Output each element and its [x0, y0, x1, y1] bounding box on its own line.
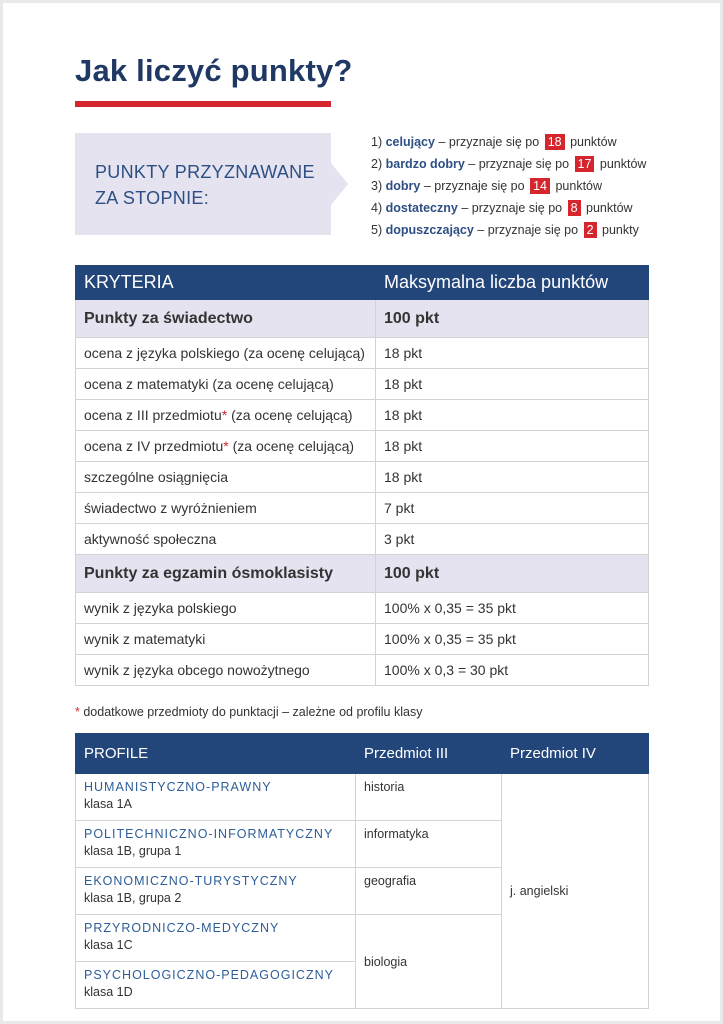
table-row	[76, 524, 649, 555]
grade-unit: punktów	[586, 201, 633, 215]
grades-callout-line1: PUNKTY PRZYZNAWANE	[95, 162, 315, 182]
criteria-header-row	[76, 266, 649, 300]
criterion-label: aktywność społeczna	[76, 524, 376, 555]
criterion-value: 3 pkt	[376, 524, 649, 555]
table-row	[76, 431, 649, 462]
table-row	[76, 400, 649, 431]
table-row	[76, 369, 649, 400]
criteria-header-criteria: KRYTERIA	[76, 266, 376, 300]
section-row-exam	[76, 555, 649, 593]
profile-class: klasa 1A	[84, 797, 132, 811]
grade-name: dostateczny	[385, 201, 458, 215]
criteria-header-max-points: Maksymalna liczba punktów	[376, 266, 649, 300]
grade-item	[371, 197, 646, 219]
profiles-header-subject3: Przedmiot III	[356, 734, 502, 774]
grade-item	[371, 219, 646, 241]
criterion-label: ocena z języka polskiego (za ocenę celującą)	[76, 338, 376, 369]
grade-name: celujący	[385, 135, 435, 149]
title-underline	[75, 101, 331, 107]
profile-class: klasa 1D	[84, 985, 133, 999]
grade-item	[371, 153, 646, 175]
profile-cell	[76, 774, 356, 821]
criterion-value: 18 pkt	[376, 400, 649, 431]
page-title: Jak liczyć punkty?	[75, 53, 353, 88]
section-label: Punkty za egzamin ósmoklasisty	[76, 555, 376, 593]
subject3-cell: informatyka	[356, 821, 502, 868]
grade-name: dopuszczający	[385, 223, 474, 237]
grade-text: – przyznaje się po	[461, 201, 563, 215]
profile-name: EKONOMICZNO-TURYSTYCZNY	[84, 874, 298, 888]
criterion-label: wynik z języka obcego nowożytnego	[76, 655, 376, 686]
subject3-cell: geografia	[356, 868, 502, 915]
section-label: Punkty za świadectwo	[76, 300, 376, 338]
profiles-table	[75, 733, 649, 1009]
callout-arrow	[331, 163, 348, 205]
grade-number: 4)	[371, 201, 383, 215]
criteria-table	[75, 265, 649, 686]
grade-number: 3)	[371, 179, 383, 193]
profiles-header-subject4: Przedmiot IV	[502, 734, 649, 774]
profile-class: klasa 1B, grupa 1	[84, 844, 182, 858]
table-row	[76, 774, 649, 821]
criterion-value: 18 pkt	[376, 338, 649, 369]
criterion-label: wynik z matematyki	[76, 624, 376, 655]
profiles-header-profile: PROFILE	[76, 734, 356, 774]
table-row	[76, 338, 649, 369]
grade-text: – przyznaje się po	[468, 157, 570, 171]
criterion-label: szczególne osiągnięcia	[76, 462, 376, 493]
grade-points-badge: 18	[545, 134, 565, 150]
footnote	[75, 705, 422, 719]
criterion-value: 100% x 0,35 = 35 pkt	[376, 624, 649, 655]
grade-item	[371, 175, 646, 197]
profile-cell	[76, 962, 356, 1009]
footnote-star: *	[223, 438, 229, 454]
criterion-label-suffix: (za ocenę celującą)	[228, 438, 355, 454]
grade-points-badge: 14	[530, 178, 550, 194]
criterion-value: 18 pkt	[376, 369, 649, 400]
table-row	[76, 493, 649, 524]
profiles-header-row	[76, 734, 649, 774]
grades-callout-line2: ZA STOPNIE:	[95, 188, 209, 208]
profile-name: POLITECHNICZNO-INFORMATYCZNY	[84, 827, 334, 841]
criterion-label: świadectwo z wyróżnieniem	[76, 493, 376, 524]
criterion-value: 100% x 0,3 = 30 pkt	[376, 655, 649, 686]
profile-cell	[76, 868, 356, 915]
grade-name: bardzo dobry	[385, 157, 465, 171]
criterion-label-main: ocena z IV przedmiotu	[84, 438, 224, 454]
page	[3, 3, 720, 1021]
grade-number: 2)	[371, 157, 383, 171]
profile-class: klasa 1B, grupa 2	[84, 891, 182, 905]
grade-name: dobry	[385, 179, 421, 193]
footnote-star: *	[75, 705, 80, 719]
grades-callout	[75, 133, 331, 235]
criterion-label-main: ocena z III przedmiotu	[84, 407, 222, 423]
grade-unit: punktów	[599, 157, 647, 171]
grade-text: – przyznaje się po	[423, 179, 525, 193]
criterion-label	[76, 400, 376, 431]
criterion-label: wynik z języka polskiego	[76, 593, 376, 624]
table-row	[76, 624, 649, 655]
grade-number: 1)	[371, 135, 383, 149]
profile-cell	[76, 821, 356, 868]
grade-item	[371, 131, 646, 153]
criterion-value: 18 pkt	[376, 462, 649, 493]
profile-class: klasa 1C	[84, 938, 133, 952]
table-row	[76, 655, 649, 686]
footnote-text: dodatkowe przedmioty do punktacji – zależne od profilu klasy	[83, 705, 423, 719]
subject4-cell: j. angielski	[502, 774, 649, 1009]
table-row	[76, 593, 649, 624]
grades-callout-text	[95, 159, 315, 211]
grade-unit: punkty	[602, 223, 639, 237]
criterion-label-suffix: (za ocenę celującą)	[227, 407, 353, 423]
subject3-cell: historia	[356, 774, 502, 821]
grade-text: – przyznaje się po	[438, 135, 540, 149]
profile-name: PSYCHOLOGICZNO-PEDAGOGICZNY	[84, 968, 334, 982]
grade-text: – przyznaje się po	[477, 223, 579, 237]
criterion-label: ocena z matematyki (za ocenę celującą)	[76, 369, 376, 400]
grades-list	[371, 131, 646, 241]
grade-unit: punktów	[570, 135, 617, 149]
criterion-value: 18 pkt	[376, 431, 649, 462]
section-value: 100 pkt	[376, 300, 649, 338]
criterion-value: 100% x 0,35 = 35 pkt	[376, 593, 649, 624]
profile-cell	[76, 915, 356, 962]
subject3-cell: biologia	[356, 915, 502, 1009]
profile-name: PRZYRODNICZO-MEDYCZNY	[84, 921, 280, 935]
grade-points-badge: 2	[584, 222, 597, 238]
criterion-label	[76, 431, 376, 462]
footnote-star: *	[221, 407, 228, 423]
section-value: 100 pkt	[376, 555, 649, 593]
grade-points-badge: 8	[568, 200, 581, 216]
grade-points-badge: 17	[575, 156, 595, 172]
grade-number: 5)	[371, 223, 383, 237]
table-row	[76, 462, 649, 493]
profile-name: HUMANISTYCZNO-PRAWNY	[84, 780, 272, 794]
criterion-value: 7 pkt	[376, 493, 649, 524]
grade-unit: punktów	[555, 179, 603, 193]
section-row-certificate	[76, 300, 649, 338]
